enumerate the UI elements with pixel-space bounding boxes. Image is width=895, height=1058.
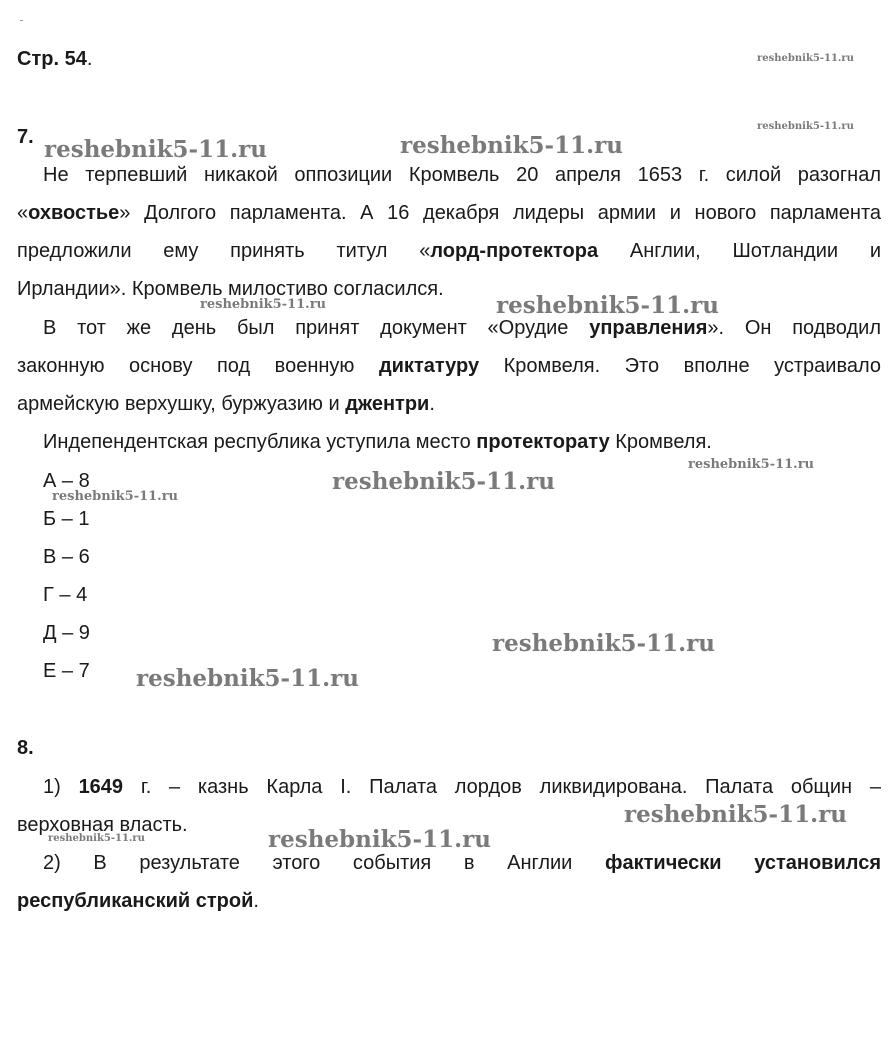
task-7-p2-line1: В тот же день был принят документ «Орудие управления». Он подводил <box>43 317 881 339</box>
watermark: reshebnik5-11.ru <box>52 489 179 504</box>
match-item: В – 6 <box>43 546 90 568</box>
watermark: reshebnik5-11.ru <box>496 292 719 319</box>
match-item: А – 8 <box>43 470 90 492</box>
match-item: Б – 1 <box>43 508 90 530</box>
scan-speck <box>20 20 23 21</box>
task-8-item2-line2: республиканский строй. <box>17 890 259 912</box>
task-8-number: 8. <box>17 737 34 759</box>
match-item: Г – 4 <box>43 584 88 606</box>
task-7-p1-line2: «охвостье» Долгого парламента. А 16 декабря лидеры армии и нового парламента <box>17 202 881 224</box>
task-8-item2-line1: 2) В результате этого события в Англии фактически установился <box>43 852 881 874</box>
watermark: reshebnik5-11.ru <box>268 826 491 853</box>
task-7-p2-line3: армейскую верхушку, буржуазию и джентри. <box>17 393 435 415</box>
task-7-number: 7. <box>17 126 34 148</box>
watermark: reshebnik5-11.ru <box>200 297 327 312</box>
task-8-item1-line1: 1) 1649 г. – казнь Карла I. Палата лордов ликвидирована. Палата общин – <box>43 776 881 798</box>
watermark: reshebnik5-11.ru <box>492 630 715 657</box>
match-item: Д – 9 <box>43 622 90 644</box>
task-7-p1-line1: Не терпевший никакой оппозиции Кромвель 20 апреля 1653 г. силой разогнал <box>43 164 881 186</box>
watermark: reshebnik5-11.ru <box>688 457 815 472</box>
watermark: reshebnik5-11.ru <box>757 121 854 132</box>
watermark: reshebnik5-11.ru <box>136 665 359 692</box>
watermark: reshebnik5-11.ru <box>624 801 847 828</box>
watermark: reshebnik5-11.ru <box>757 53 854 64</box>
watermark: reshebnik5-11.ru <box>44 136 267 163</box>
task-7-p3: Индепендентская республика уступила место протекторату Кромвеля. <box>43 431 712 453</box>
watermark: reshebnik5-11.ru <box>48 833 145 844</box>
watermark: reshebnik5-11.ru <box>400 132 623 159</box>
task-7-p1-line3: предложили ему принять титул «лорд-протектора Англии, Шотландии и <box>17 240 881 262</box>
page-label: Стр. 54. <box>17 48 93 70</box>
task-8-item1-line2: верховная власть. <box>17 814 188 836</box>
task-7-p1-line4: Ирландии». Кромвель милостиво согласился. <box>17 278 444 300</box>
watermark: reshebnik5-11.ru <box>332 468 555 495</box>
match-item: Е – 7 <box>43 660 90 682</box>
task-7-p2-line2: законную основу под военную диктатуру Кромвеля. Это вполне устраивало <box>17 355 882 377</box>
